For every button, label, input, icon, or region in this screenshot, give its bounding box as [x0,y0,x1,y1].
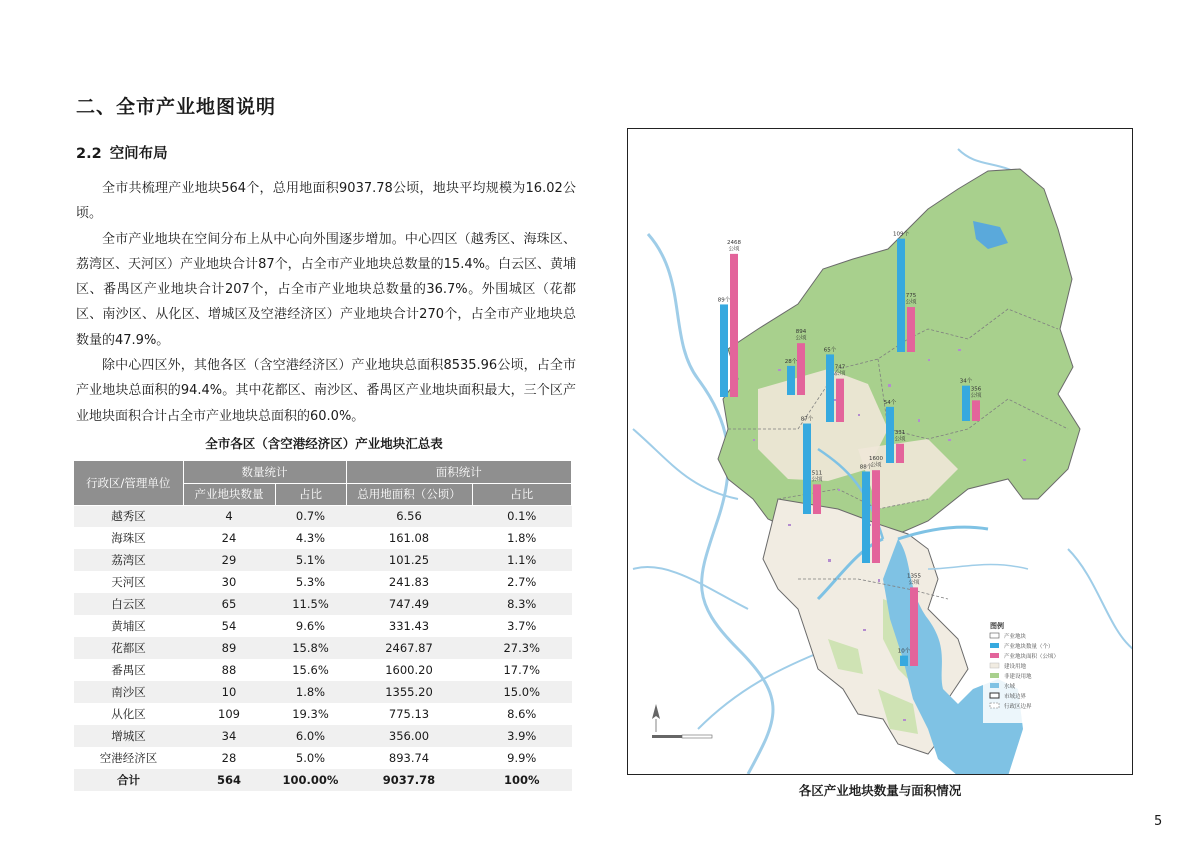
header-area: 总用地面积（公顷） [346,483,472,505]
cell-area-share: 15.0% [472,681,572,703]
paragraph: 除中心四区外，其他各区（含空港经济区）产业地块总面积8535.96公顷，占全市产业地块总面积的94.4%。其中花都区、南沙区、番禺区产业地块面积最大，三个区产业地块面积合计占全市产业地块总面积的60.0%。 [76,358,576,424]
cell-district: 南沙区 [74,681,183,703]
legend-swatch [990,683,999,688]
cell-count-share: 15.6% [275,659,346,681]
cell-count: 24 [183,527,275,549]
section-heading [76,142,168,163]
cell-area-share: 0.1% [472,505,572,527]
cell-count-share: 4.3% [275,527,346,549]
bar-count-label: 28个 [784,358,798,365]
bar-area-label: 1600 [869,456,883,463]
cell-district: 花都区 [74,637,183,659]
bar-area-label: 775 [905,293,917,300]
cell-count: 34 [183,725,275,747]
legend-swatch [990,653,999,658]
bar-area-label: 894 [795,329,807,336]
bar-area-label: 公顷 [834,371,846,378]
bar-count-label: 34个 [959,378,973,385]
cell-area: 241.83 [346,571,472,593]
table-row [74,549,572,571]
legend-swatch [990,673,999,678]
cell-count: 109 [183,703,275,725]
bar-area [972,400,980,421]
bar-count [897,239,905,352]
cell-area-share: 27.3% [472,637,572,659]
bar-count [826,354,834,422]
section-number: 2.2 [76,146,102,162]
cell-area-share: 1.8% [472,527,572,549]
table-row [74,527,572,549]
bar-area [907,307,915,352]
total-area-share: 100% [472,769,572,791]
group-header-count: 数量统计 [183,461,346,483]
legend-label: 市域边界 [1004,694,1027,700]
total-count: 564 [183,769,275,791]
cell-district: 海珠区 [74,527,183,549]
cell-district: 越秀区 [74,505,183,527]
table-row [74,747,572,769]
cell-district: 空港经济区 [74,747,183,769]
table-total-row [74,769,572,791]
table-row [74,703,572,725]
cell-area-share: 8.6% [472,703,572,725]
cell-count-share: 0.7% [275,505,346,527]
cell-count-share: 1.8% [275,681,346,703]
bar-area-label: 公顷 [894,436,906,443]
total-area: 9037.78 [346,769,472,791]
cell-count: 4 [183,505,275,527]
header-count: 产业地块数量 [183,483,275,505]
bar-count [962,386,970,421]
cell-count-share: 9.6% [275,615,346,637]
cell-count: 89 [183,637,275,659]
legend-swatch [990,703,999,708]
bar-area [730,254,738,397]
bar-count-label: 88个 [859,464,873,471]
bar-count-label: 65个 [823,347,837,354]
total-count-share: 100.00% [275,769,346,791]
bar-count [803,424,811,514]
bar-area-label: 公顷 [970,392,982,399]
bar-area [797,343,805,395]
legend-title: 图例 [990,622,1004,630]
bar-count-label: 87个 [800,416,814,423]
summary-table [74,461,572,791]
cell-count: 54 [183,615,275,637]
bar-area-label: 356 [970,386,982,393]
bar-area [910,587,918,666]
cell-count-share: 5.0% [275,747,346,769]
bar-count [886,407,894,463]
bar-area-label: 747 [834,364,846,371]
legend-label: 产业地块数量（个） [1004,644,1054,650]
bar-area-label: 331 [894,429,906,436]
legend-swatch [990,643,999,648]
cell-district: 荔湾区 [74,549,183,571]
legend-label: 水域 [1004,684,1016,690]
cell-count-share: 6.0% [275,725,346,747]
bar-count [900,656,908,666]
cell-area: 331.43 [346,615,472,637]
group-header-area: 面积统计 [346,461,572,483]
cell-area-share: 17.7% [472,659,572,681]
cell-area: 6.56 [346,505,472,527]
cell-district: 从化区 [74,703,183,725]
district-map [627,128,1133,775]
table-row [74,505,572,527]
section-title: 空间布局 [109,146,168,162]
legend-swatch [990,633,999,638]
cell-district: 增城区 [74,725,183,747]
bar-count-label: 10个 [897,648,911,655]
cell-area: 161.08 [346,527,472,549]
cell-count: 29 [183,549,275,571]
cell-area: 747.49 [346,593,472,615]
bar-area-label: 公顷 [905,299,917,306]
cell-district: 番禺区 [74,659,183,681]
scale-bar [652,735,712,738]
legend-label: 建设用地 [1004,664,1027,670]
bar-area-label: 公顷 [728,246,740,253]
cell-district: 黄埔区 [74,615,183,637]
table-row [74,615,572,637]
corner-header: 行政区/管理单位 [74,461,183,505]
cell-area: 356.00 [346,725,472,747]
table-row [74,725,572,747]
cell-area-share: 9.9% [472,747,572,769]
legend-swatch [990,693,999,698]
cell-area: 101.25 [346,549,472,571]
cell-count-share: 5.1% [275,549,346,571]
map-legend [983,617,1087,723]
map-svg [628,129,1133,775]
table-row [74,593,572,615]
cell-area-share: 2.7% [472,571,572,593]
bar-area-label: 1355 [907,573,921,580]
cell-count-share: 5.3% [275,571,346,593]
map-caption: 各区产业地块数量与面积情况 [798,783,962,798]
bar-area [836,379,844,422]
bar-area-label: 公顷 [908,579,920,586]
cell-count: 10 [183,681,275,703]
legend-label: 产业地块 [1004,634,1027,640]
cell-area: 775.13 [346,703,472,725]
legend-label: 行政区边界 [1004,704,1032,710]
header-area-share: 占比 [472,483,572,505]
cell-area: 893.74 [346,747,472,769]
bar-area-label: 公顷 [811,476,823,483]
cell-count-share: 19.3% [275,703,346,725]
bar-area-label: 公顷 [795,335,807,342]
cell-area-share: 3.9% [472,725,572,747]
cell-district: 天河区 [74,571,183,593]
table-row [74,659,572,681]
bar-area-label: 2468 [727,239,741,246]
table-row [74,571,572,593]
cell-area: 1600.20 [346,659,472,681]
bar-count [787,366,795,395]
paragraph: 全市共梳理产业地块564个，总用地面积9037.78公顷，地块平均规模为16.02公顷。 [76,181,576,222]
legend-label: 产业地块面积（公顷） [1004,654,1060,660]
cell-count: 30 [183,571,275,593]
bar-area [813,484,821,514]
cell-count: 28 [183,747,275,769]
cell-count-share: 15.8% [275,637,346,659]
page-heading: 二、全市产业地图说明 [76,96,277,118]
paragraph: 全市产业地块在空间分布上从中心向外围逐步增加。中心四区（越秀区、海珠区、荔湾区、天河区）产业地块合计87个，占全市产业地块总数量的15.4%。白云区、黄埔区、番禺区产业地块合计207个，占全市产业地块总数量的36.7%。外围城区（花都区、南沙区、从化区、增城区及空港经济区）产业地块合计270个，占全市产业地块总数量的47.9%。 [76,231,576,348]
bar-count-label: 109个 [893,231,909,238]
total-district: 合计 [74,769,183,791]
body-text [76,176,576,429]
legend-swatch [990,663,999,668]
bar-count-label: 54个 [883,399,897,406]
header-count-share: 占比 [275,483,346,505]
cell-area-share: 1.1% [472,549,572,571]
cell-area-share: 8.3% [472,593,572,615]
bar-count [720,304,728,397]
bar-count-label: 89个 [717,297,731,304]
legend-label: 非建设用地 [1004,674,1032,680]
cell-count-share: 11.5% [275,593,346,615]
bar-area-label: 511 [811,470,823,477]
bar-area [896,444,904,463]
bar-count [862,471,870,563]
cell-area-share: 3.7% [472,615,572,637]
cell-area: 2467.87 [346,637,472,659]
bar-area [872,470,880,563]
table-row [74,637,572,659]
cell-count: 88 [183,659,275,681]
cell-count: 65 [183,593,275,615]
table-title: 全市各区（含空港经济区）产业地块汇总表 [205,436,443,451]
cell-area: 1355.20 [346,681,472,703]
cell-district: 白云区 [74,593,183,615]
page-number: 5 [1154,814,1163,829]
bar-area-label: 公顷 [870,462,882,469]
table-row [74,681,572,703]
